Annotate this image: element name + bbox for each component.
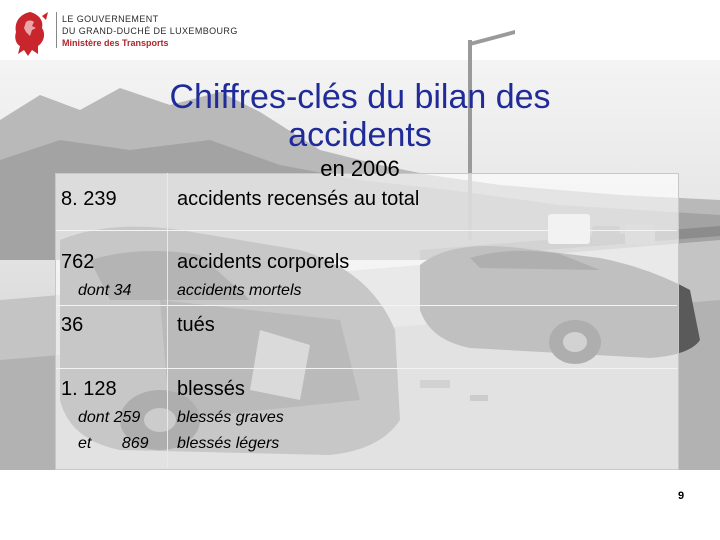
table-cell-label: accidents corporels xyxy=(177,251,350,273)
table-cell-label: tués xyxy=(177,314,215,336)
table-cell-number: 36 xyxy=(61,314,84,336)
slide-subtitle: en 2006 xyxy=(320,156,400,181)
page-number: 9 xyxy=(678,490,685,502)
table-cell-number: dont 259 xyxy=(78,409,141,426)
table-row-divider xyxy=(56,230,677,231)
table-cell-label: accidents recensés au total xyxy=(177,188,420,210)
lion-emblem-logo xyxy=(8,10,52,58)
slide-title-line2: accidents xyxy=(288,116,432,154)
table-cell-number: et 869 xyxy=(78,435,149,452)
table-row-divider xyxy=(56,368,677,369)
table-cell-label: blessés légers xyxy=(177,435,280,452)
logo-divider xyxy=(56,12,57,48)
table-column-divider xyxy=(167,173,168,468)
table-cell-number: dont 34 xyxy=(78,282,132,299)
key-figures-table xyxy=(55,173,679,470)
table-row-divider xyxy=(56,305,677,306)
table-cell-number: 1. 128 xyxy=(61,378,117,400)
government-name-line1: LE GOUVERNEMENT xyxy=(62,14,159,24)
table-cell-label: accidents mortels xyxy=(177,282,302,299)
table-cell-label: blessés graves xyxy=(177,409,284,426)
government-name-line2: DU GRAND-DUCHÉ DE LUXEMBOURG xyxy=(62,26,238,36)
table-cell-number: 762 xyxy=(61,251,95,273)
table-cell-number: 8. 239 xyxy=(61,188,117,210)
table-cell-label: blessés xyxy=(177,378,245,400)
ministry-name: Ministère des Transports xyxy=(62,38,169,48)
slide-title-line1: Chiffres-clés du bilan des xyxy=(169,78,551,116)
